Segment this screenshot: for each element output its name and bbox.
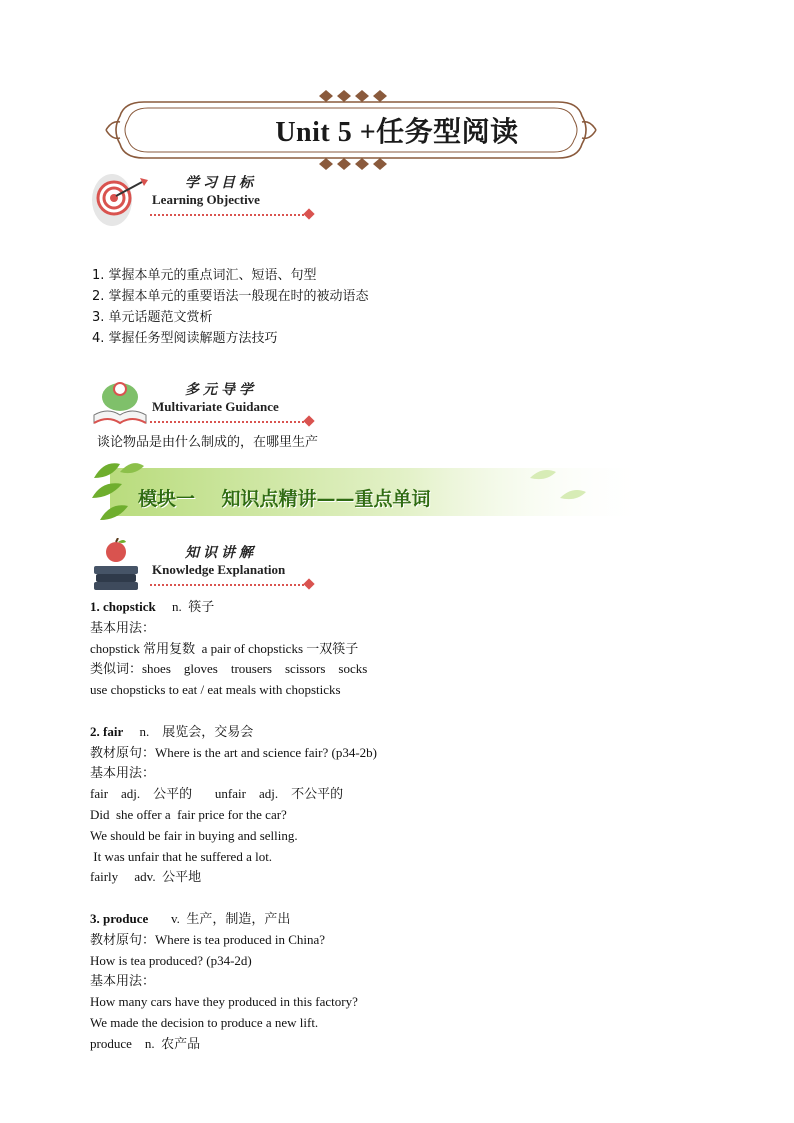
entry-term: 1. chopstick xyxy=(90,599,156,614)
entry-line: How is tea produced? (p34-2d) xyxy=(90,952,252,968)
module-title: 模块一 知识点精讲——重点单词 xyxy=(138,488,431,510)
entry-heading xyxy=(90,909,710,930)
objectives-list xyxy=(92,265,369,349)
section-divider xyxy=(150,584,308,586)
section-header-knowledge-explanation xyxy=(90,538,330,598)
list-item: 3. 单元话题范文赏析 xyxy=(92,310,213,325)
list-item: 2. 掌握本单元的重要语法一般现在时的被动语态 xyxy=(92,289,369,304)
vocabulary-entries xyxy=(90,597,710,1055)
entry-line: 基本用法： xyxy=(90,765,156,781)
section-title-en: Learning Objective xyxy=(152,192,260,207)
entry-line: 基本用法： xyxy=(90,619,156,635)
spacer xyxy=(90,701,710,722)
guidance-text: 谈论物品是由什么制成的，在哪里生产 xyxy=(97,435,319,450)
section-title-en: Multivariate Guidance xyxy=(152,399,279,414)
entry-line: How many cars have they produced in this factory? xyxy=(90,994,358,1010)
entry-line: We should be fair in buying and selling. xyxy=(90,827,298,843)
entry-definition: n. 展览会，交易会 xyxy=(123,723,254,739)
section-header-multivariate-guidance xyxy=(90,375,330,435)
entry-line: chopstick 常用复数 a pair of chopsticks 一双筷子 xyxy=(90,640,359,656)
target-arrow-icon xyxy=(90,168,150,228)
entry-line: We made the decision to produce a new lift. xyxy=(90,1014,319,1030)
entry-line: fairly adv. 公平地 xyxy=(90,869,202,885)
section-title-en: Knowledge Explanation xyxy=(152,562,286,577)
entry-line: produce n. 农产品 xyxy=(90,1035,201,1051)
entry-heading xyxy=(90,597,710,618)
page-title: Unit 5 +任务型阅读 xyxy=(275,117,519,148)
section-title-cn: 知识讲解 xyxy=(185,545,257,561)
entry-line: It was unfair that he suffered a lot. xyxy=(90,848,273,864)
diamond-icon xyxy=(303,415,314,426)
apple-books-icon xyxy=(90,538,150,598)
entry-line: 类似词：shoes gloves trousers scissors socks xyxy=(90,661,368,677)
list-item: 1. 掌握本单元的重点词汇、短语、句型 xyxy=(92,268,317,283)
section-divider xyxy=(150,421,308,423)
section-title-cn: 多元导学 xyxy=(185,382,257,398)
entry-line: 教材原句：Where is tea produced in China? xyxy=(90,931,326,947)
entry-heading xyxy=(90,722,710,743)
entry-definition: v. 生产，制造，产出 xyxy=(148,910,291,926)
entry-term: 2. fair xyxy=(90,723,124,739)
spacer xyxy=(90,888,710,909)
section-title-cn: 学习目标 xyxy=(185,175,257,191)
entry-line: 教材原句：Where is the art and science fair? (p34-2b) xyxy=(90,744,377,760)
diamond-icon xyxy=(303,208,314,219)
entry-line: use chopsticks to eat / eat meals with chopsticks xyxy=(90,682,341,698)
section-divider xyxy=(150,214,308,216)
entry-term: 3. produce xyxy=(90,910,149,926)
diamond-icon xyxy=(303,578,314,589)
section-header-learning-objective xyxy=(90,168,330,228)
entry-line: 基本用法： xyxy=(90,973,156,989)
entry-line: Did she offer a fair price for the car? xyxy=(90,806,287,822)
list-item: 4. 掌握任务型阅读解题方法技巧 xyxy=(92,331,278,346)
open-book-icon xyxy=(90,375,150,435)
entry-line: fair adj. 公平的 unfair adj. 不公平的 xyxy=(90,786,344,802)
entry-definition: n. 筷子 xyxy=(155,599,215,614)
